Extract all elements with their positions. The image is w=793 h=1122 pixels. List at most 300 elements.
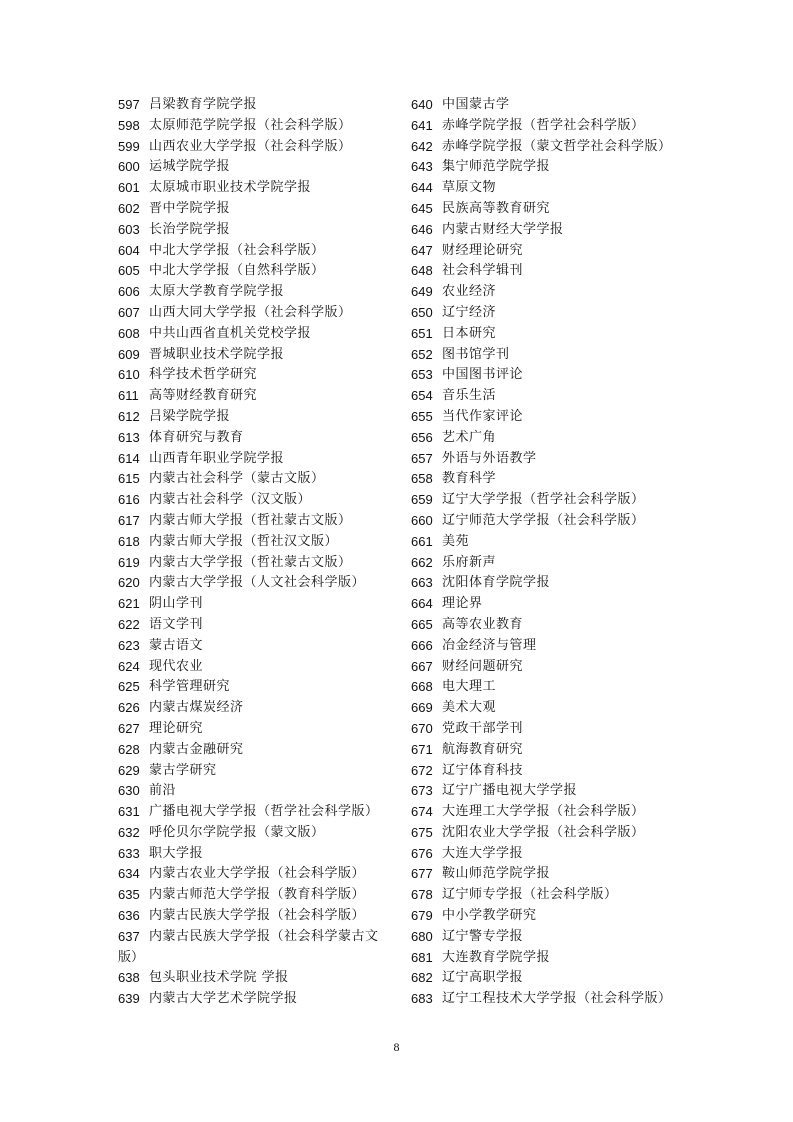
entry-title-text: 外语与外语教学: [442, 450, 537, 466]
journal-entry: [411, 989, 711, 1010]
entry-number: 618: [118, 533, 140, 549]
entry-number: 663: [411, 575, 433, 591]
entry-number: 635: [118, 887, 140, 903]
entry-title-text: 美术大观: [442, 700, 497, 716]
journal-entry: [411, 137, 711, 158]
entry-number: 657: [411, 450, 433, 466]
entry-number: 683: [411, 991, 433, 1007]
entry-number: 599: [118, 138, 140, 154]
entry-number: 666: [411, 637, 433, 653]
entry-title: [442, 844, 523, 865]
entry-number: 616: [118, 492, 140, 508]
journal-entry: [411, 407, 711, 428]
entry-number: 631: [118, 804, 140, 820]
entry-title-text: 内蒙古师大学报（哲社汉文版）: [149, 533, 339, 549]
entry-title-text: 内蒙古师范大学学报（教育科学版）: [149, 887, 366, 903]
entry-title: [149, 740, 244, 761]
entry-title: [149, 220, 230, 241]
entry-title: [442, 157, 550, 178]
journal-entry: [411, 261, 711, 282]
journal-entry: [118, 927, 418, 948]
entry-title: [149, 719, 203, 740]
entry-title: [149, 968, 289, 989]
entry-title: [149, 823, 325, 844]
entry-title: [149, 989, 298, 1010]
journal-entry: [118, 698, 418, 719]
left-column: [118, 95, 418, 1010]
entry-title-text: 农业经济: [442, 284, 497, 300]
entry-number: 625: [118, 679, 140, 695]
entry-title: [149, 386, 257, 407]
entry-title: [149, 407, 230, 428]
journal-entry: [118, 345, 418, 366]
entry-title-text: 党政干部学刊: [442, 720, 524, 736]
entry-title-text: 高等农业教育: [442, 616, 524, 632]
entry-number: 597: [118, 97, 140, 112]
journal-entry: [118, 469, 418, 490]
entry-title-text: 草原文物: [442, 180, 497, 196]
entry-title: [149, 137, 352, 158]
entry-title-text: 晋中学院学报: [149, 200, 231, 216]
journal-entry: [118, 116, 418, 137]
entry-title-text: 长治学院学报: [149, 221, 231, 237]
journal-entry: [118, 282, 418, 303]
entry-number: 651: [411, 325, 433, 341]
entry-number: 678: [411, 887, 433, 903]
entry-title-text: 沈阳农业大学学报（社会科学版）: [442, 824, 645, 840]
entry-title-text: 辽宁广播电视大学学报: [442, 783, 578, 799]
entry-title-text: 辽宁工程技术大学学报（社会科学版）: [442, 991, 672, 1007]
journal-entry: [118, 178, 418, 199]
entry-number: 624: [118, 658, 140, 674]
entry-title: [149, 864, 365, 885]
entry-title-text: 中小学教学研究: [442, 908, 537, 924]
journal-entry: [411, 948, 711, 969]
entry-number: 673: [411, 783, 433, 799]
journal-entry: [411, 199, 711, 220]
entry-title: [149, 657, 203, 678]
entry-number: 656: [411, 429, 433, 445]
entry-title: [442, 261, 523, 282]
journal-entry: [411, 781, 711, 802]
journal-entry: [411, 95, 711, 116]
entry-title: [442, 303, 496, 324]
entry-title: [149, 906, 365, 927]
entry-number: 652: [411, 346, 433, 362]
journal-entry: [118, 303, 418, 324]
entry-title-continuation: [118, 948, 418, 969]
entry-title: [149, 157, 230, 178]
journal-entry: [118, 157, 418, 178]
entry-title: [149, 282, 284, 303]
entry-title: [442, 324, 496, 345]
entry-number: 604: [118, 242, 140, 258]
journal-entry: [411, 449, 711, 470]
entry-number: 647: [411, 242, 433, 258]
journal-entry: [118, 761, 418, 782]
entry-title: [149, 677, 230, 698]
entry-number: 601: [118, 180, 140, 196]
entry-title: [442, 490, 645, 511]
journal-entry: [118, 781, 418, 802]
entry-title: [442, 282, 496, 303]
entry-title-text: 内蒙古金融研究: [149, 741, 244, 757]
entry-title-text: 辽宁体育科技: [442, 762, 524, 778]
entry-title-continuation-text: 版）: [118, 949, 145, 965]
journal-entry: [118, 365, 418, 386]
journal-entry: [411, 345, 711, 366]
entry-title-text: 蒙古语文: [149, 637, 204, 653]
entry-number: 682: [411, 970, 433, 986]
entry-number: 665: [411, 616, 433, 632]
entry-number: 677: [411, 866, 433, 882]
entry-title: [442, 698, 496, 719]
entry-title-text: 中北大学学报（社会科学版）: [149, 242, 325, 258]
journal-entry: [118, 490, 418, 511]
entry-title-text: 鞍山师范学院学报: [442, 866, 551, 882]
entry-number: 680: [411, 928, 433, 944]
journal-entry: [411, 303, 711, 324]
entry-title-text: 社会科学辑刊: [442, 263, 524, 279]
entry-number: 621: [118, 596, 140, 612]
journal-entry: [411, 740, 711, 761]
entry-title: [149, 802, 379, 823]
entry-title: [149, 116, 352, 137]
entry-title-text: 赤峰学院学报（蒙文哲学社会科学版）: [442, 138, 672, 154]
entry-number: 671: [411, 741, 433, 757]
journal-entry: [118, 95, 418, 116]
entry-title: [149, 761, 217, 782]
entry-title-text: 辽宁师专学报（社会科学版）: [442, 887, 618, 903]
entry-title: [149, 241, 325, 262]
entry-title: [442, 511, 645, 532]
journal-entry: [118, 906, 418, 927]
journal-entry: [118, 823, 418, 844]
entry-number: 629: [118, 762, 140, 778]
entry-title: [149, 365, 257, 386]
entry-title-text: 内蒙古民族大学学报（社会科学蒙古文: [149, 928, 379, 944]
entry-title-text: 图书馆学刊: [442, 346, 510, 362]
entry-title-text: 太原师范学院学报（社会科学版）: [149, 117, 352, 133]
entry-number: 602: [118, 200, 140, 216]
entry-number: 650: [411, 304, 433, 320]
entry-number: 613: [118, 429, 140, 445]
entry-title: [442, 178, 496, 199]
entry-title: [442, 386, 496, 407]
entry-number: 681: [411, 949, 433, 965]
entry-number: 620: [118, 575, 140, 591]
entry-title: [442, 989, 672, 1010]
entry-title-text: 呼伦贝尔学院学报（蒙文版）: [149, 824, 325, 840]
journal-entry: [118, 137, 418, 158]
journal-entry: [118, 615, 418, 636]
entry-number: 632: [118, 824, 140, 840]
journal-entry: [118, 657, 418, 678]
entry-title: [442, 199, 550, 220]
entry-number: 622: [118, 616, 140, 632]
entry-title: [149, 885, 365, 906]
entry-title-text: 内蒙古财经大学学报: [442, 221, 564, 237]
journal-entry: [118, 511, 418, 532]
journal-entry: [411, 116, 711, 137]
journal-entry: [118, 719, 418, 740]
entry-title-text: 美苑: [442, 533, 470, 549]
entry-number: 641: [411, 117, 433, 133]
entry-title: [442, 740, 523, 761]
entry-title-text: 日本研究: [442, 325, 497, 341]
entry-title: [442, 781, 577, 802]
entry-title: [149, 553, 352, 574]
journal-entry: [411, 386, 711, 407]
entry-title-text: 财经问题研究: [442, 658, 524, 674]
entry-number: 609: [118, 346, 140, 362]
journal-entry: [411, 469, 711, 490]
journal-entry: [411, 573, 711, 594]
entry-title: [149, 199, 230, 220]
entry-number: 644: [411, 180, 433, 196]
journal-entry: [411, 844, 711, 865]
journal-entry: [118, 532, 418, 553]
entry-title: [442, 573, 550, 594]
entry-title-text: 运城学院学报: [149, 159, 231, 175]
entry-title: [442, 469, 496, 490]
entry-title: [442, 407, 523, 428]
entry-title: [442, 241, 523, 262]
entry-title: [442, 449, 537, 470]
journal-entry: [118, 968, 418, 989]
entry-title-text: 音乐生活: [442, 388, 497, 404]
entry-title-text: 山西大同大学学报（社会科学版）: [149, 304, 352, 320]
entry-title: [149, 698, 244, 719]
entry-title: [442, 95, 510, 116]
journal-entry: [118, 428, 418, 449]
entry-title: [442, 906, 537, 927]
journal-entry: [118, 386, 418, 407]
entry-title-text: 现代农业: [149, 658, 204, 674]
entry-title: [442, 220, 564, 241]
entry-title: [442, 636, 537, 657]
entry-number: 637: [118, 928, 140, 944]
entry-title: [442, 761, 523, 782]
entry-title: [442, 719, 523, 740]
entry-number: 630: [118, 783, 140, 799]
entry-title: [149, 532, 338, 553]
journal-entry: [118, 407, 418, 428]
entry-number: 674: [411, 804, 433, 820]
entry-title: [149, 573, 365, 594]
entry-number: 639: [118, 991, 140, 1007]
entry-title-text: 中国蒙古学: [442, 97, 510, 112]
journal-entry: [411, 594, 711, 615]
entry-number: 603: [118, 221, 140, 237]
entry-title-text: 辽宁警专学报: [442, 928, 524, 944]
entry-number: 669: [411, 700, 433, 716]
entry-title-text: 高等财经教育研究: [149, 388, 258, 404]
entry-title: [442, 553, 496, 574]
entry-number: 610: [118, 367, 140, 383]
entry-title-text: 大连大学学报: [442, 845, 524, 861]
journal-entry: [411, 864, 711, 885]
entry-title-text: 内蒙古社会科学（蒙古文版）: [149, 471, 325, 487]
entry-number: 607: [118, 304, 140, 320]
entry-title-text: 中北大学学报（自然科学版）: [149, 263, 325, 279]
entry-title-text: 中国图书评论: [442, 367, 524, 383]
entry-title-text: 当代作家评论: [442, 408, 524, 424]
entry-title: [149, 594, 203, 615]
entry-number: 605: [118, 263, 140, 279]
entry-title: [149, 261, 325, 282]
entry-title-text: 辽宁师范大学学报（社会科学版）: [442, 512, 645, 528]
entry-title: [442, 823, 645, 844]
journal-entry: [411, 220, 711, 241]
entry-title: [149, 844, 203, 865]
entry-title-text: 吕梁学院学报: [149, 408, 231, 424]
entry-title-text: 太原大学教育学院学报: [149, 284, 285, 300]
entry-title: [442, 428, 496, 449]
entry-number: 672: [411, 762, 433, 778]
entry-number: 668: [411, 679, 433, 695]
journal-entry: [118, 844, 418, 865]
entry-number: 598: [118, 117, 140, 133]
entry-number: 642: [411, 138, 433, 154]
entry-title: [442, 345, 510, 366]
journal-entry: [411, 490, 711, 511]
entry-number: 619: [118, 554, 140, 570]
journal-entry: [411, 823, 711, 844]
entry-number: 648: [411, 263, 433, 279]
entry-title: [442, 657, 523, 678]
journal-entry: [411, 428, 711, 449]
entry-number: 612: [118, 408, 140, 424]
journal-entry: [411, 968, 711, 989]
entry-number: 679: [411, 908, 433, 924]
entry-number: 649: [411, 284, 433, 300]
entry-number: 662: [411, 554, 433, 570]
entry-title: [149, 449, 284, 470]
entry-title-text: 电大理工: [442, 679, 497, 695]
journal-entry: [411, 282, 711, 303]
journal-entry: [118, 220, 418, 241]
entry-title-text: 乐府新声: [442, 554, 497, 570]
entry-title-text: 赤峰学院学报（哲学社会科学版）: [442, 117, 645, 133]
entry-number: 600: [118, 159, 140, 175]
entry-title-text: 内蒙古师大学报（哲社蒙古文版）: [149, 512, 352, 528]
entry-number: 606: [118, 284, 140, 300]
entry-title: [442, 864, 550, 885]
entry-title: [442, 927, 523, 948]
entry-number: 611: [118, 388, 139, 404]
entry-title: [149, 303, 352, 324]
entry-title: [442, 532, 469, 553]
journal-entry: [411, 553, 711, 574]
journal-entry: [411, 532, 711, 553]
entry-number: 627: [118, 720, 140, 736]
entry-title-text: 冶金经济与管理: [442, 637, 537, 653]
entry-title: [442, 615, 523, 636]
entry-title-text: 内蒙古民族大学学报（社会科学版）: [149, 908, 366, 924]
journal-entry: [411, 761, 711, 782]
journal-entry: [411, 365, 711, 386]
entry-title-text: 科学技术哲学研究: [149, 367, 258, 383]
journal-entry: [118, 573, 418, 594]
journal-entry: [118, 594, 418, 615]
journal-entry: [118, 677, 418, 698]
page-number: 8: [393, 1040, 400, 1054]
journal-entry: [411, 511, 711, 532]
entry-title-text: 理论研究: [149, 720, 204, 736]
entry-title-text: 辽宁高职学报: [442, 970, 524, 986]
journal-entry: [411, 324, 711, 345]
journal-entry: [118, 241, 418, 262]
entry-title-text: 集宁师范学院学报: [442, 159, 551, 175]
entry-title-text: 体育研究与教育: [149, 429, 244, 445]
entry-title-text: 前沿: [149, 783, 177, 799]
entry-number: 676: [411, 845, 433, 861]
entry-title-text: 艺术广角: [442, 429, 497, 445]
journal-entry: [118, 740, 418, 761]
entry-title: [442, 802, 645, 823]
entry-title: [149, 469, 325, 490]
entry-title: [149, 615, 203, 636]
journal-entry: [411, 698, 711, 719]
entry-title: [149, 927, 399, 948]
entry-title: [442, 594, 483, 615]
entry-title-text: 财经理论研究: [442, 242, 524, 258]
journal-entry: [411, 636, 711, 657]
entry-number: 654: [411, 388, 433, 404]
entry-title-text: 辽宁大学学报（哲学社会科学版）: [442, 492, 645, 508]
entry-title-text: 教育科学: [442, 471, 497, 487]
entry-number: 660: [411, 512, 433, 528]
entry-title: [442, 968, 523, 989]
entry-title-text: 内蒙古农业大学学报（社会科学版）: [149, 866, 366, 882]
entry-title: [442, 677, 496, 698]
entry-title-text: 内蒙古社会科学（汉文版）: [149, 492, 312, 508]
entry-title: [149, 511, 352, 532]
right-column: [411, 95, 711, 1010]
entry-title-text: 职大学报: [149, 845, 204, 861]
entry-title: [442, 365, 523, 386]
entry-number: 634: [118, 866, 140, 882]
entry-title-text: 航海教育研究: [442, 741, 524, 757]
entry-title: [149, 95, 257, 116]
entry-title-text: 晋城职业技术学院学报: [149, 346, 285, 362]
entry-number: 636: [118, 908, 140, 924]
journal-entry: [411, 927, 711, 948]
entry-title-text: 科学管理研究: [149, 679, 231, 695]
entry-number: 614: [118, 450, 140, 466]
entry-number: 643: [411, 159, 433, 175]
entry-title-text: 民族高等教育研究: [442, 200, 551, 216]
entry-title-text: 内蒙古大学艺术学院学报: [149, 991, 298, 1007]
entry-number: 655: [411, 408, 433, 424]
entry-title-text: 山西青年职业学院学报: [149, 450, 285, 466]
entry-number: 638: [118, 970, 140, 986]
journal-entry: [118, 636, 418, 657]
entry-title: [149, 324, 311, 345]
entry-title-text: 太原城市职业技术学院学报: [149, 180, 312, 196]
entry-title: [149, 178, 311, 199]
journal-entry: [118, 449, 418, 470]
entry-title-text: 内蒙古大学学报（人文社会科学版）: [149, 575, 366, 591]
entry-title: [149, 781, 176, 802]
entry-title-text: 理论界: [442, 596, 483, 612]
entry-title-text: 吕梁教育学院学报: [149, 97, 258, 112]
entry-title-text: 蒙古学研究: [149, 762, 217, 778]
entry-number: 661: [411, 533, 433, 549]
entry-number: 615: [118, 471, 140, 487]
journal-entry: [118, 989, 418, 1010]
